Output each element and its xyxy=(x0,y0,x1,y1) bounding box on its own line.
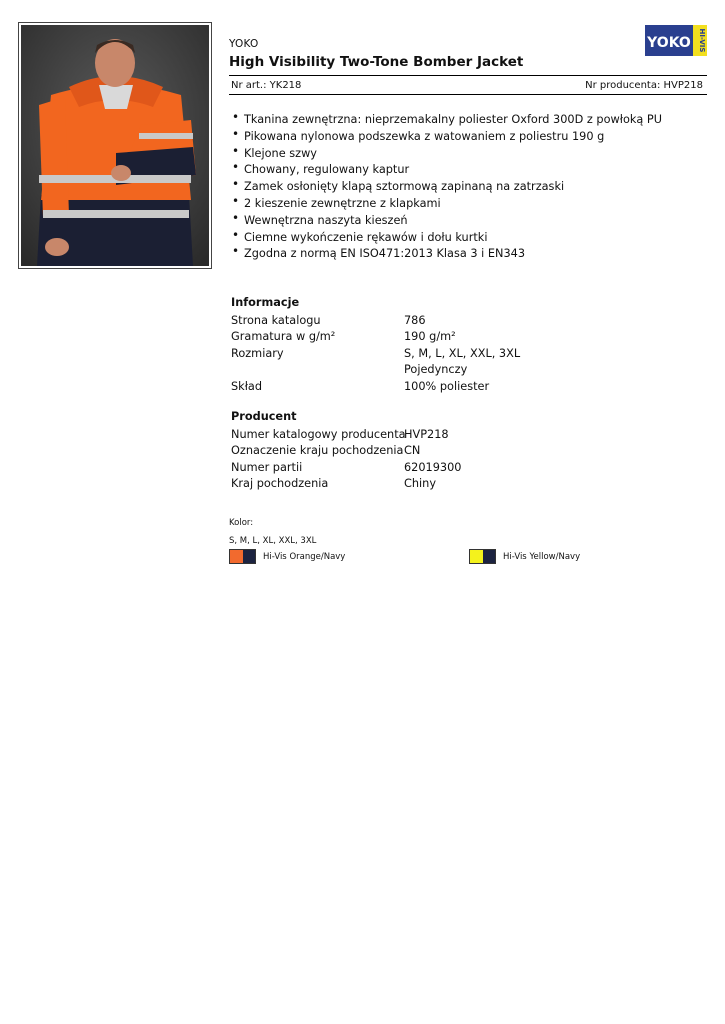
swatch-name: Hi-Vis Yellow/Navy xyxy=(503,551,581,562)
info-row xyxy=(231,313,520,330)
info-section xyxy=(231,295,520,395)
color-sizes: S, M, L, XL, XXL, 3XL xyxy=(229,536,317,546)
color-label: Kolor: xyxy=(229,518,254,528)
jacket-photo-illustration xyxy=(21,25,209,266)
product-title: High Visibility Two-Tone Bomber Jacket xyxy=(229,54,524,70)
info-value: 100% poliester xyxy=(404,379,490,393)
producer-section xyxy=(231,409,462,493)
producer-heading: Producent xyxy=(231,410,297,423)
feature-item: • Wewnętrzna naszyta kieszeń xyxy=(232,213,662,230)
producer-row xyxy=(231,460,462,477)
feature-item: • Pikowana nylonowa podszewka z watowaniem z poliestru 190 g xyxy=(232,129,662,146)
header-divider-bottom xyxy=(229,94,707,95)
feature-item: • 2 kieszenie zewnętrzne z klapkami xyxy=(232,196,662,213)
info-row xyxy=(231,346,520,363)
feature-item: • Chowany, regulowany kaptur xyxy=(232,162,662,179)
info-row xyxy=(231,329,520,346)
swatch-color-b xyxy=(243,550,256,563)
producer-value: CN xyxy=(404,444,421,457)
brand-name: YOKO xyxy=(229,38,259,50)
info-label: Strona katalogu xyxy=(231,313,321,327)
producer-number: Nr producenta: HVP218 xyxy=(585,80,703,91)
swatch-name: Hi-Vis Orange/Navy xyxy=(263,551,346,562)
brand-logo xyxy=(645,25,707,56)
producer-label: Numer katalogowy producenta xyxy=(231,427,406,441)
color-swatch-orange-navy xyxy=(229,549,345,564)
producer-label: Oznaczenie kraju pochodzenia xyxy=(231,444,404,457)
feature-item: • Zgodna z normą EN ISO471:2013 Klasa 3 i EN343 xyxy=(232,246,662,263)
swatch-box xyxy=(469,549,496,564)
feature-item: • Tkanina zewnętrzna: nieprzemakalny poliester Oxford 300D z powłoką PU xyxy=(232,112,662,129)
color-swatch-yellow-navy xyxy=(469,549,580,564)
info-label: Rozmiary xyxy=(231,346,284,360)
swatch-color-a xyxy=(230,550,243,563)
producer-row xyxy=(231,443,462,460)
producer-label: Numer partii xyxy=(231,460,303,474)
info-value: 190 g/m² xyxy=(404,330,456,343)
article-number: Nr art.: YK218 xyxy=(231,80,302,91)
logo-text: YOKO xyxy=(647,35,691,51)
producer-label: Kraj pochodzenia xyxy=(231,477,329,490)
info-label: Skład xyxy=(231,379,263,393)
header-divider-top xyxy=(229,75,707,76)
feature-list xyxy=(232,112,662,263)
info-value: S, M, L, XL, XXL, 3XL xyxy=(404,346,521,360)
product-photo xyxy=(18,22,212,269)
producer-value: HVP218 xyxy=(404,427,449,441)
info-label xyxy=(231,362,404,379)
producer-value: Chiny xyxy=(404,477,437,490)
info-heading: Informacje xyxy=(231,296,300,309)
feature-item: • Ciemne wykończenie rękawów i dołu kurtki xyxy=(232,230,662,247)
producer-row xyxy=(231,427,462,444)
swatch-color-b xyxy=(483,550,496,563)
swatch-color-a xyxy=(470,550,483,563)
producer-row xyxy=(231,476,462,493)
info-row xyxy=(231,379,520,396)
feature-item: • Zamek osłonięty klapą sztormową zapinaną na zatrzaski xyxy=(232,179,662,196)
logo-side-text: HI-VIS xyxy=(698,28,706,53)
producer-value: 62019300 xyxy=(404,460,462,474)
info-value: Pojedynczy xyxy=(404,363,468,376)
feature-item: • Klejone szwy xyxy=(232,146,662,163)
info-label: Gramatura w g/m² xyxy=(231,330,336,343)
info-row xyxy=(231,362,520,379)
swatch-box xyxy=(229,549,256,564)
info-value: 786 xyxy=(404,313,426,327)
